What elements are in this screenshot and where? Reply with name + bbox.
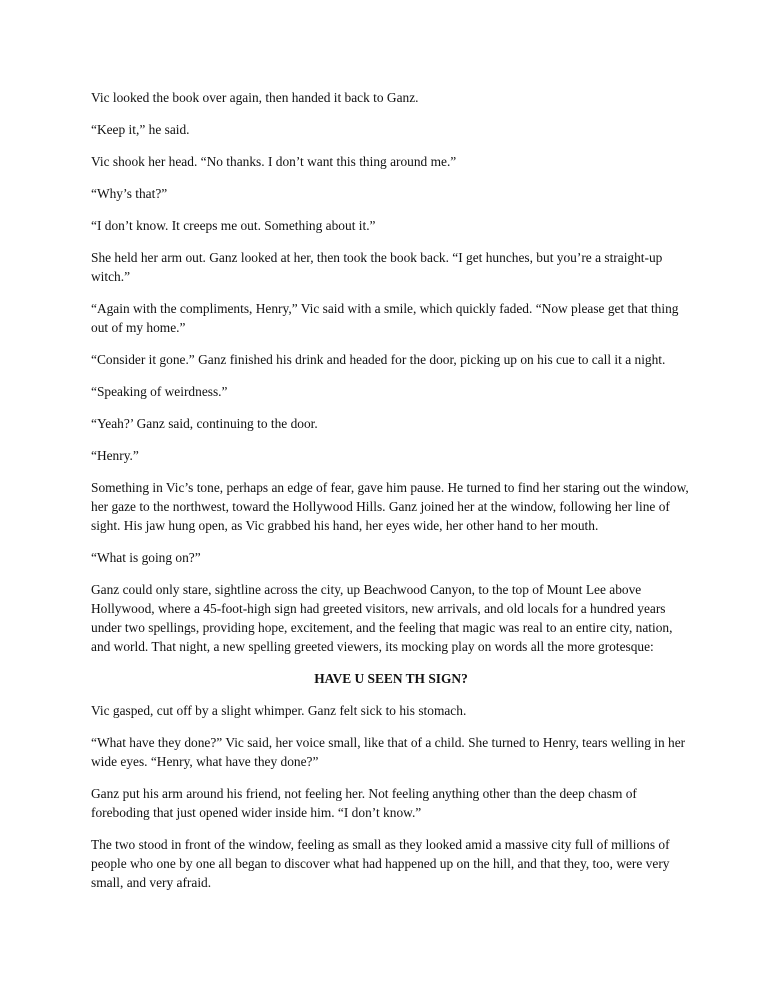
- paragraph-16: Vic gasped, cut off by a slight whimper. Ganz felt sick to his stomach.: [91, 703, 467, 718]
- paragraph-13: “What is going on?”: [91, 550, 201, 565]
- paragraph-19: The two stood in front of the window, feeling as small as they looked amid a massive city full of millions of people who one by one all began to discover what had happened up on the hill, and that they, too, were very small, and very afraid.: [91, 837, 670, 890]
- paragraph-9: “Speaking of weirdness.”: [91, 384, 228, 399]
- paragraph-17: “What have they done?” Vic said, her voice small, like that of a child. She turned to Henry, tears welling in her wide eyes. “Henry, what have they done?”: [91, 735, 686, 769]
- paragraph-4: “Why’s that?”: [91, 186, 168, 201]
- paragraph-12: Something in Vic’s tone, perhaps an edge of fear, gave him pause. He turned to find her staring out the window, her gaze to the northwest, toward the Hollywood Hills. Ganz joined her at the window, following her line of sight. His jaw hung open, as Vic grabbed his hand, her eyes wide, her other hand to her mouth.: [91, 480, 689, 533]
- paragraph-6: She held her arm out. Ganz looked at her, then took the book back. “I get hunches, but you’re a straight-up witch.”: [91, 250, 663, 284]
- paragraph-7: “Again with the compliments, Henry,” Vic said with a smile, which quickly faded. “Now please get that thing out of my home.”: [91, 301, 679, 335]
- paragraph-11: “Henry.”: [91, 448, 139, 463]
- paragraph-18: Ganz put his arm around his friend, not feeling her. Not feeling anything other than the deep chasm of foreboding that just opened wider inside him. “I don’t know.”: [91, 786, 637, 820]
- document-page: [91, 88, 691, 905]
- paragraph-8: “Consider it gone.” Ganz finished his drink and headed for the door, picking up on his cue to call it a night.: [91, 352, 666, 367]
- paragraph-14: Ganz could only stare, sightline across the city, up Beachwood Canyon, to the top of Mount Lee above Hollywood, where a 45-foot-high sign had greeted visitors, new arrivals, and old locals for a hundred years under two spellings, providing hope, excitement, and the feeling that magic was real to an entire city, nation, and world. That night, a new spelling greeted viewers, its mocking play on words all the more grotesque:: [91, 582, 673, 654]
- paragraph-10: “Yeah?’ Ganz said, continuing to the door.: [91, 416, 318, 431]
- sign-heading: HAVE U SEEN TH SIGN?: [314, 671, 468, 686]
- paragraph-5: “I don’t know. It creeps me out. Something about it.”: [91, 218, 376, 233]
- paragraph-3: Vic shook her head. “No thanks. I don’t want this thing around me.”: [91, 154, 457, 169]
- paragraph-2: “Keep it,” he said.: [91, 122, 190, 137]
- paragraph-1: Vic looked the book over again, then handed it back to Ganz.: [91, 90, 419, 105]
